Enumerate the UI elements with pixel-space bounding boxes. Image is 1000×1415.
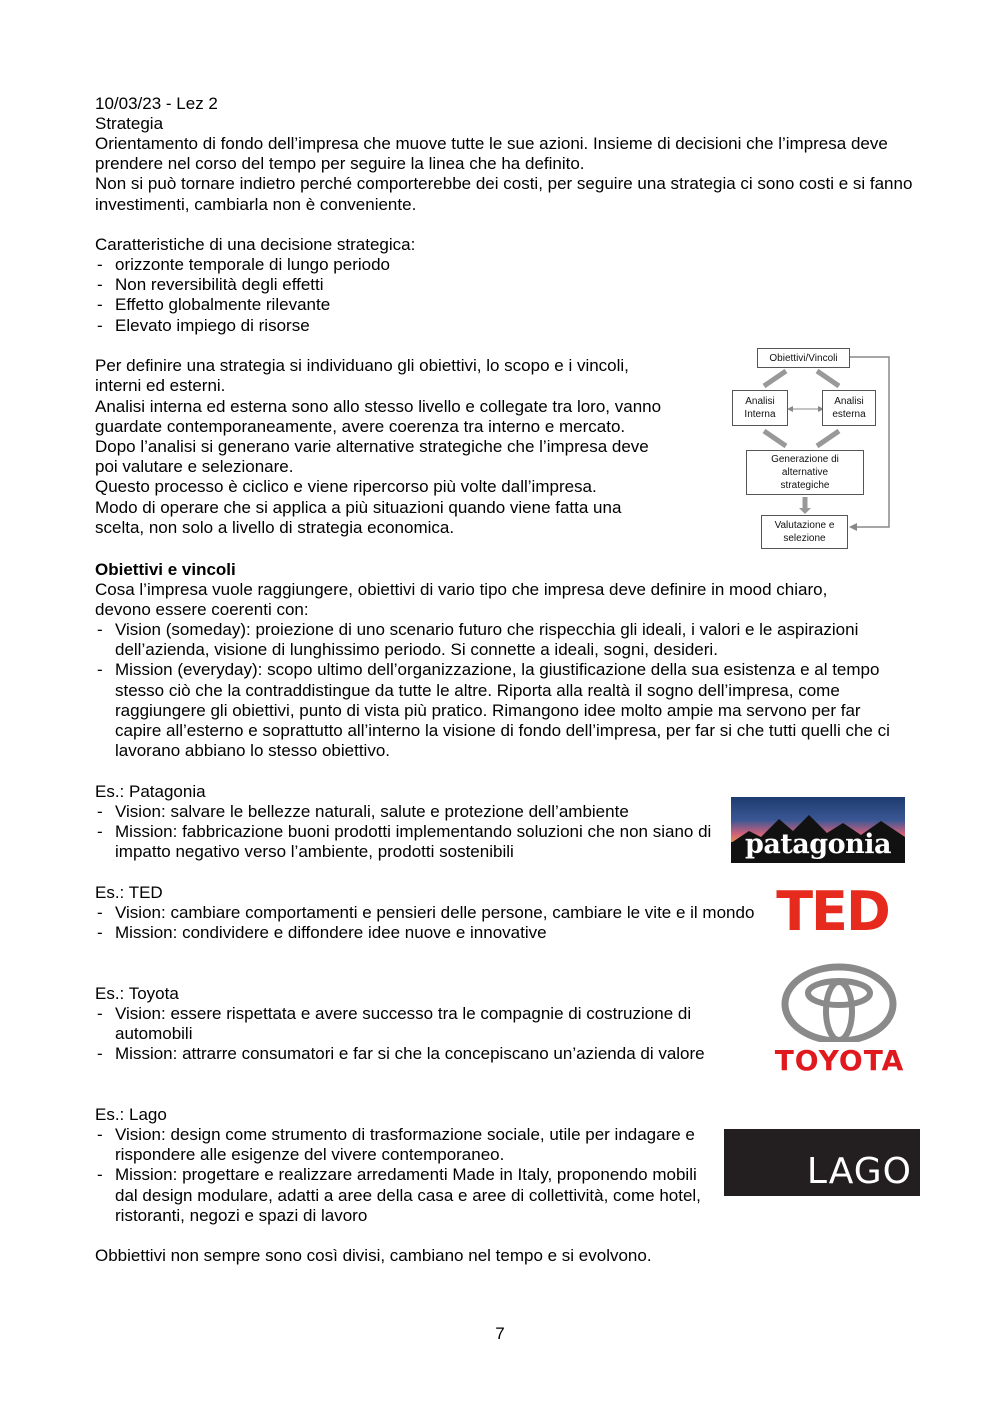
list-item: - Effetto globalmente rilevante (95, 295, 695, 315)
diagram-box-label: Analisi (745, 396, 775, 407)
characteristics-heading: Caratteristiche di una decisione strategica: (95, 235, 416, 254)
page-number: 7 (495, 1324, 505, 1343)
list-item: - Non reversibilità degli effetti (95, 275, 695, 295)
example-list (95, 802, 720, 863)
characteristics-list (95, 255, 695, 336)
process-line: guardate contemporaneamente, avere coerenza tra interno e mercato. (95, 417, 626, 436)
strategy-process-diagram (731, 344, 893, 552)
toyota-logo (772, 962, 907, 1077)
example-heading: Es.: Lago (95, 1105, 167, 1124)
example-vision: - Vision: cambiare comportamenti e pensieri delle persone, cambiare le vite e il mondo (95, 903, 760, 923)
objectives-intro-line: devono essere coerenti con: (95, 600, 309, 619)
ted-logo: TED (776, 880, 889, 943)
example-vision: - Vision: design come strumento di trasformazione sociale, utile per indagare e rispondere alle esigenze del vivere contemporaneo. (95, 1125, 720, 1165)
example-vision: - Vision: salvare le bellezze naturali, salute e protezione dell’ambiente (95, 802, 720, 822)
arrow-external-generation (817, 431, 839, 446)
diagram-box-label: Obiettivi/Vincoli (769, 352, 838, 364)
objectives-intro-line: Cosa l’impresa vuole raggiungere, obiettivi di vario tipo che impresa deve definire in mood chiaro, (95, 580, 828, 599)
process-line: Questo processo è ciclico e viene ripercorso più volte dall’impresa. (95, 477, 597, 496)
arrow-objectives-external (817, 371, 839, 386)
process-line: interni ed esterni. (95, 376, 226, 395)
feedback-arrowhead (849, 523, 857, 531)
objectives-title: Obiettivi e vincoli (95, 560, 236, 579)
process-line: Analisi interna ed esterna sono allo stesso livello e collegate tra loro, vanno (95, 397, 662, 416)
intro-text (95, 134, 915, 215)
arrow-internal-generation (764, 431, 786, 446)
process-line: Dopo l’analisi si generano varie alternative strategiche che l’impresa deve (95, 437, 649, 456)
example-mission: - Mission: condividere e diffondere idee nuove e innovative (95, 923, 760, 943)
diagram-box-label: alternative (781, 467, 829, 478)
lago-logo (724, 1129, 920, 1196)
diagram-box-generation (746, 450, 864, 495)
example-list (95, 1125, 720, 1226)
diagram-box-label: Analisi (834, 396, 864, 407)
list-item: - Elevato impiego di risorse (95, 316, 695, 336)
intro-paragraph-2: Non si può tornare indietro perché comporterebbe dei costi, per seguire una strategia ci sono costi e si fanno investimenti, cambiarla non è conveniente. (95, 174, 913, 214)
feedback-loop-line (848, 357, 889, 527)
example-heading: Es.: TED (95, 883, 163, 902)
intro-paragraph-1: Orientamento di fondo dell’impresa che muove tutte le sue azioni. Insieme di decisioni che l’impresa deve prendere nel corso del tempo per seguire la linea che ha definito. (95, 134, 888, 174)
example-mission: - Mission: progettare e realizzare arredamenti Made in Italy, proponendo mobili dal design modulare, adatti a aree della casa e aree di collettività, come hotel, ristoranti, negozi e spazi di lavoro (95, 1165, 720, 1226)
vision-definition: - Vision (someday): proiezione di uno scenario futuro che rispecchia gli ideali, i valori e le aspirazioni dell’azienda, visione di lunghissimo periodo. Si connette a ideali, sogni, desideri. (95, 620, 905, 660)
process-line: Modo di operare che si applica a più situazioni quando viene fatta una (95, 498, 622, 517)
diagram-box-label: selezione (783, 533, 826, 544)
example-heading: Es.: Toyota (95, 984, 179, 1003)
list-item: - orizzonte temporale di lungo periodo (95, 255, 695, 275)
example-list (95, 1004, 755, 1065)
section-title: Strategia (95, 114, 164, 133)
lago-logo-text: LAGO (806, 1151, 912, 1192)
lesson-date: 10/03/23 - Lez 2 (95, 94, 218, 113)
vision-mission-list (95, 620, 905, 761)
patagonia-logo (731, 797, 905, 863)
diagram-box-internal-analysis (732, 390, 788, 426)
example-mission: - Mission: attrarre consumatori e far si che la concepiscano un’azienda di valore (95, 1044, 755, 1064)
arrow-objectives-internal (764, 371, 786, 386)
example-list (95, 903, 760, 943)
diagram-box-label: strategiche (780, 480, 830, 491)
mission-definition: - Mission (everyday): scopo ultimo dell’organizzazione, la giustificazione della sua esistenza e al tempo stesso ciò che la contraddistingue da tutte le altre. Riporta alla realtà il sogno dell’impresa, come raggiungere gli obiettivi, punto di vista più pratico. Rimangono idee molto ampie ma servono per far capire all’esterno e soprattutto all’interno la visione di fondo dell’impresa, per far si che tutti quelli che ci lavorano abbiano lo stesso obiettivo. (95, 660, 905, 761)
diagram-box-objectives (757, 348, 850, 368)
diagram-box-external-analysis (822, 390, 876, 426)
toyota-emblem-icon (772, 962, 907, 1042)
toyota-logo-text: TOYOTA (774, 1044, 905, 1077)
diagram-box-evaluation (761, 515, 848, 549)
example-vision: - Vision: essere rispettata e avere successo tra le compagnie di costruzione di automobili (95, 1004, 755, 1044)
diagram-box-label: Generazione di (771, 454, 839, 465)
diagram-box-label: Interna (744, 409, 776, 420)
process-line: Per definire una strategia si individuano gli obiettivi, lo scopo e i vincoli, (95, 356, 629, 375)
example-heading: Es.: Patagonia (95, 782, 206, 801)
example-mission: - Mission: fabbricazione buoni prodotti implementando soluzioni che non siano di impatto negativo verso l’ambiente, prodotti sostenibili (95, 822, 720, 862)
closing-remark: Obbiettivi non sempre sono così divisi, cambiano nel tempo e si evolvono. (95, 1246, 652, 1265)
process-line: poi valutare e selezionare. (95, 457, 294, 476)
diagram-box-label: esterna (832, 409, 866, 420)
patagonia-logo-text: patagonia (744, 829, 892, 860)
process-line: scelta, non solo a livello di strategia economica. (95, 518, 455, 537)
diagram-box-label: Valutazione e (774, 520, 835, 531)
